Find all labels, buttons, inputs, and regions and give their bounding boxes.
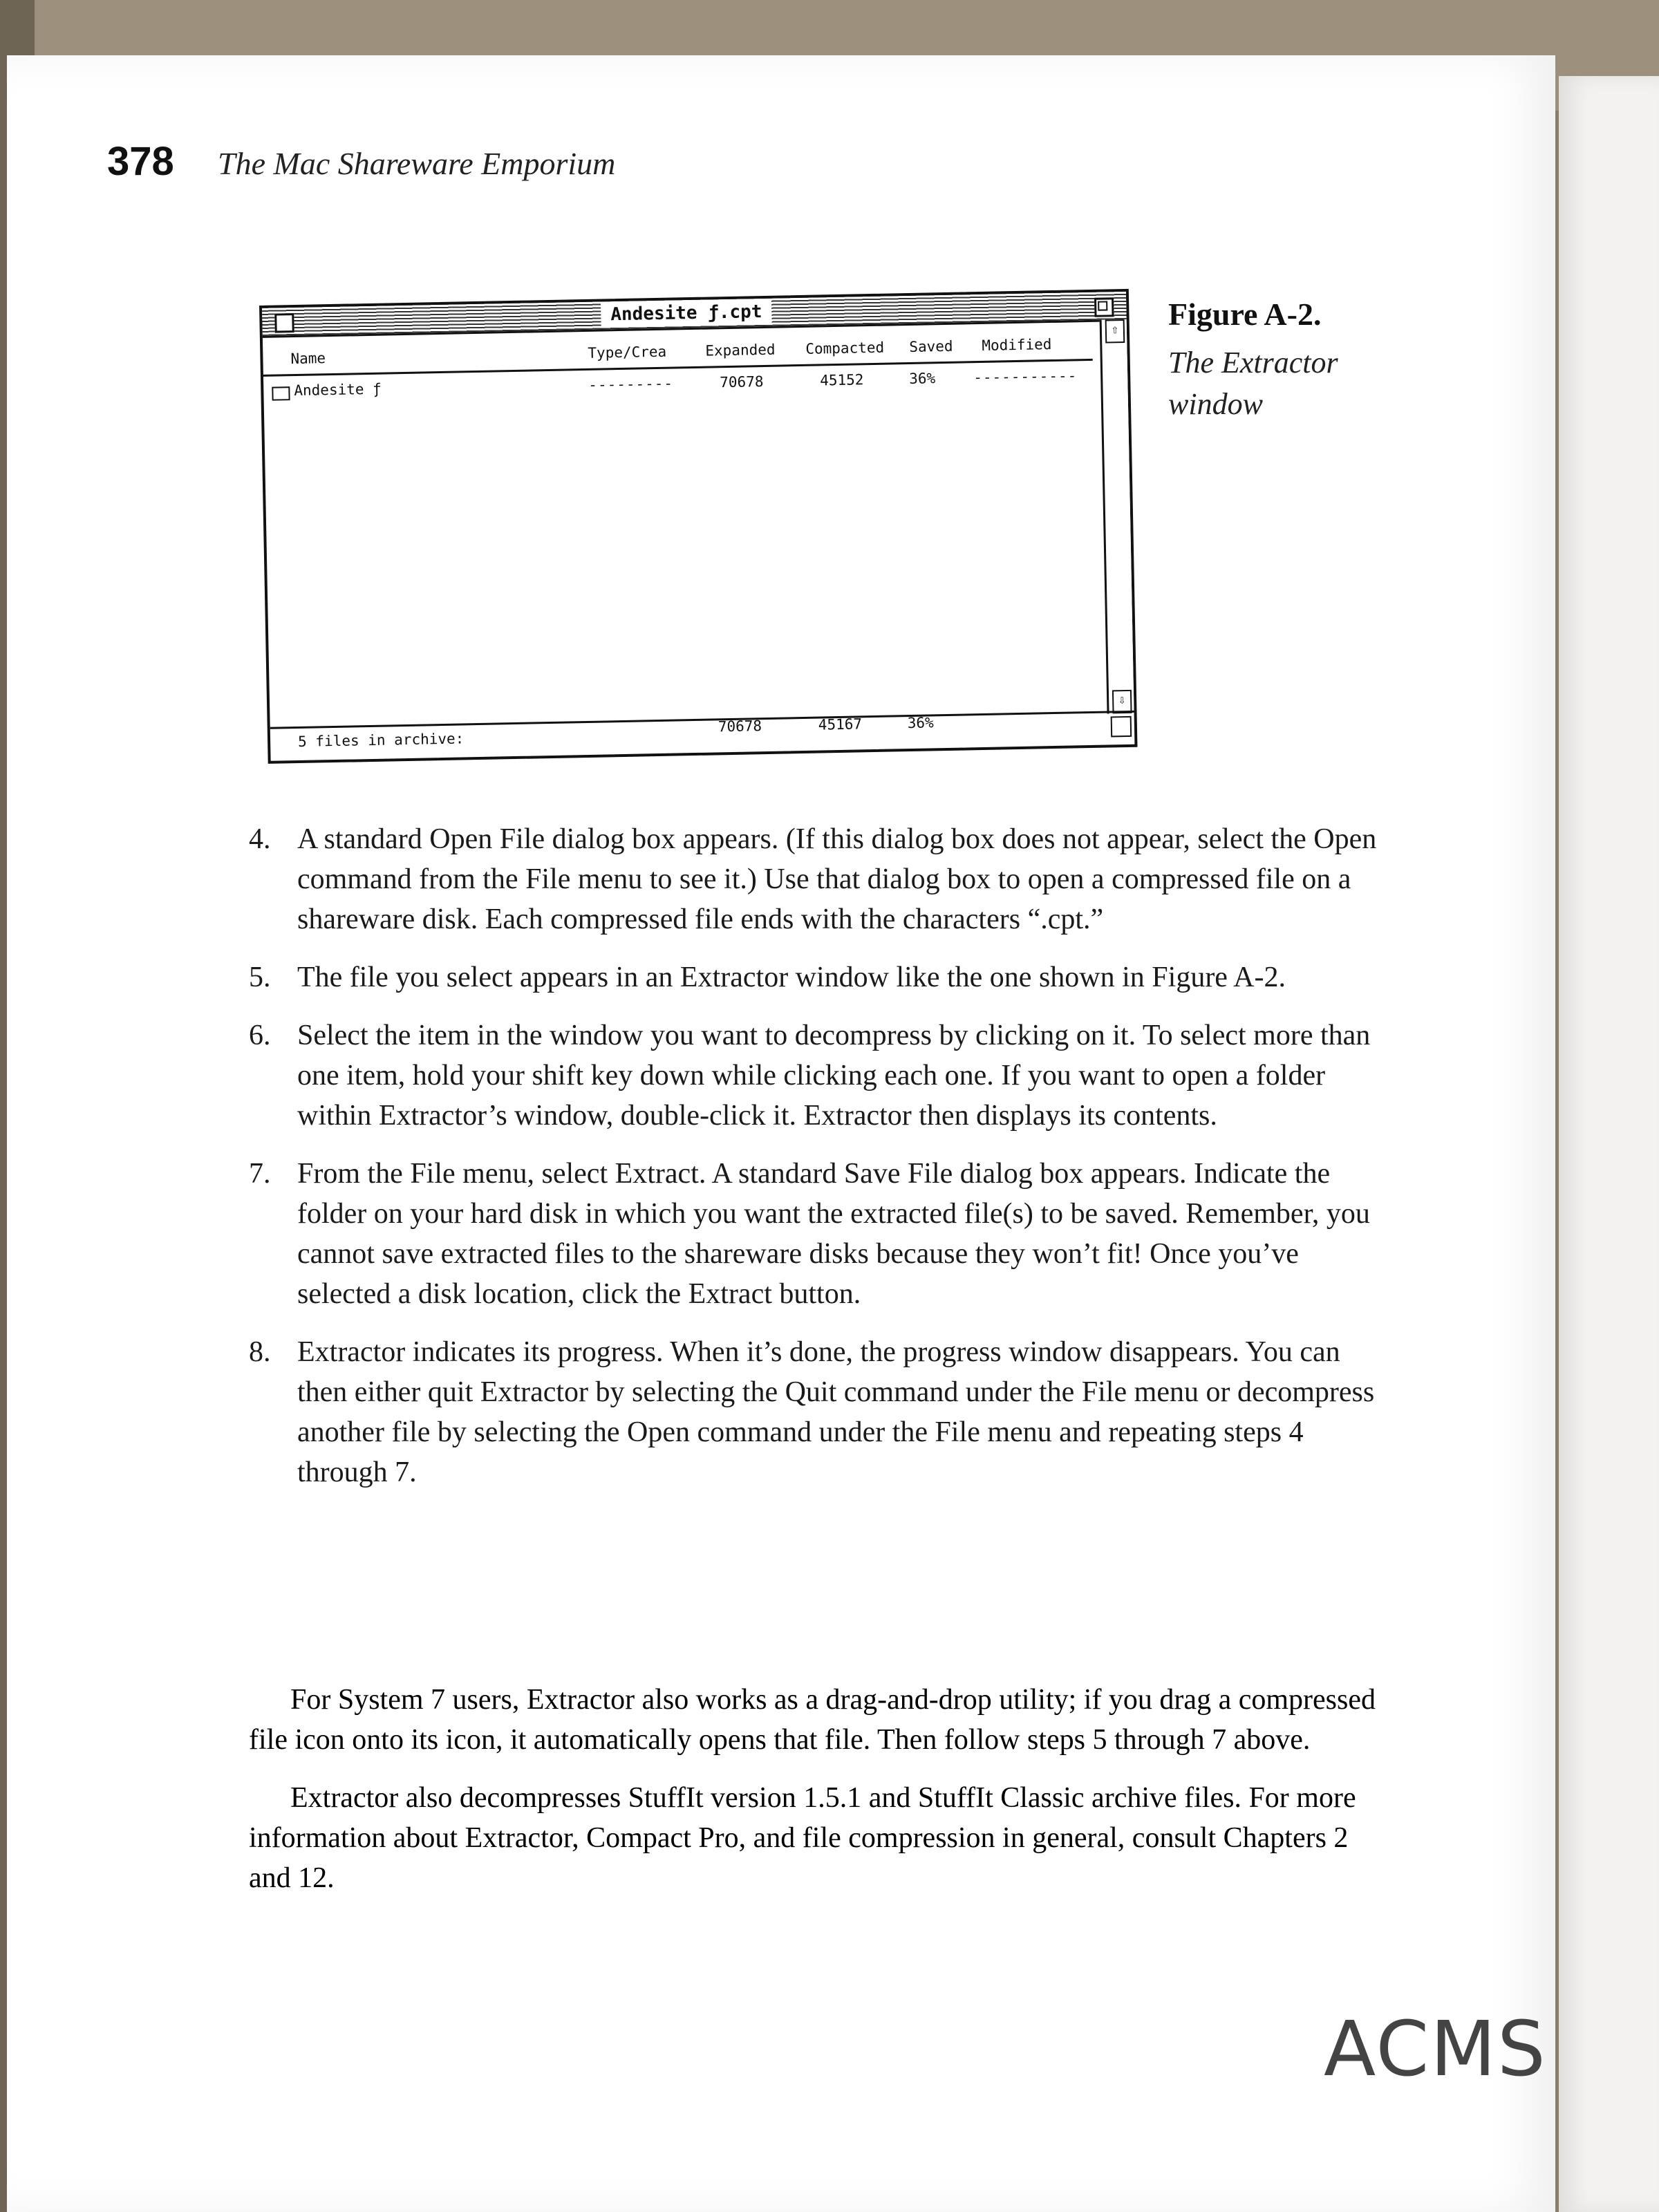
body-paragraphs (249, 1680, 1382, 1916)
status-expanded: 70678 (718, 718, 762, 735)
status-bar (270, 715, 1107, 756)
running-head (107, 138, 729, 214)
zoom-box-icon (1094, 297, 1114, 317)
step-text: From the File menu, select Extract. A standard Save File dialog box appears. Indicate the folder on your hard disk in which you want the extracted file(s) to be saved. Remember, you cannot save extracted files to the shareware disks because they won’t fit! Once you’ve selected a disk location, click the Extract button. (297, 1158, 1370, 1310)
extractor-window (259, 289, 1137, 764)
folder-icon (272, 386, 290, 400)
step-number: 5. (249, 962, 271, 993)
facing-page-edge (1559, 76, 1659, 2212)
down-arrow-icon: ⇩ (1112, 690, 1132, 714)
row-expanded: 70678 (720, 373, 764, 391)
list-item (249, 1332, 1382, 1492)
status-saved: 36% (907, 714, 934, 732)
status-file-count: 5 files in archive: (297, 730, 465, 751)
list-item (249, 819, 1382, 939)
figure-caption (1168, 296, 1417, 425)
row-saved: 36% (908, 370, 936, 387)
step-number: 7. (249, 1158, 271, 1190)
watermark: ACMS (1324, 2005, 1547, 2093)
vertical-scrollbar (1100, 319, 1134, 714)
grow-box-icon (1111, 716, 1132, 738)
column-header-compacted: Compacted (805, 339, 885, 357)
row-type-crea: --------- (588, 375, 674, 393)
step-text: Select the item in the window you want to decompress by clicking on it. To select more than one item, hold your shift key down while clicking each one. If you want to open a folder within Extractor’s window, double-click it. Extractor then displays its contents. (297, 1020, 1371, 1132)
step-number: 8. (249, 1336, 271, 1368)
up-arrow-icon: ⇧ (1105, 319, 1125, 344)
list-item (249, 1154, 1382, 1314)
figure-title: The Extractor window (1168, 346, 1338, 421)
step-text: Extractor indicates its progress. When it’s done, the progress window disappears. You can then either quit Extractor by selecting the Quit command under the File menu or decompress another file by selecting the Open command under the File menu and repeating steps 4 through 7. (297, 1336, 1375, 1488)
close-box-icon (274, 313, 294, 333)
window-title: Andesite ƒ.cpt (601, 300, 772, 327)
page-number: 378 (107, 139, 174, 184)
list-item (249, 1015, 1382, 1136)
paragraph-system7: For System 7 users, Extractor also works as a drag-and-drop utility; if you drag a compressed file icon onto its icon, it automatically opens that file. Then follow steps 5 through 7 above. (249, 1684, 1376, 1756)
row-name: Andesite ƒ (294, 380, 382, 400)
book-title: The Mac Shareware Emporium (218, 146, 616, 181)
status-compacted: 45167 (818, 715, 863, 733)
step-text: The file you select appears in an Extractor window like the one shown in Figure A-2. (297, 962, 1286, 993)
column-header-modified: Modified (982, 336, 1052, 354)
column-header-expanded: Expanded (705, 341, 776, 359)
column-header-type-crea: Type/Crea (588, 343, 667, 362)
steps-list (249, 819, 1382, 1510)
step-text: A standard Open File dialog box appears. (If this dialog box does not appear, select the Open command from the File menu to see it.) Use that dialog box to open a compressed file on a shareware disk. Each compressed file ends with the characters “.cpt.” (297, 823, 1377, 935)
paragraph-stuffit: Extractor also decompresses StuffIt version 1.5.1 and StuffIt Classic archive files. For more information about Extractor, Compact Pro, and file compression in general, consult Chapters 2 and 12. (249, 1782, 1356, 1894)
step-number: 4. (249, 823, 271, 855)
row-compacted: 45152 (820, 371, 864, 389)
row-modified: ----------- (973, 367, 1078, 386)
column-header-name: Name (290, 350, 326, 368)
figure-label: Figure A-2. (1168, 297, 1322, 332)
step-number: 6. (249, 1020, 271, 1051)
list-item (249, 957, 1382, 997)
column-header-saved: Saved (909, 337, 953, 355)
